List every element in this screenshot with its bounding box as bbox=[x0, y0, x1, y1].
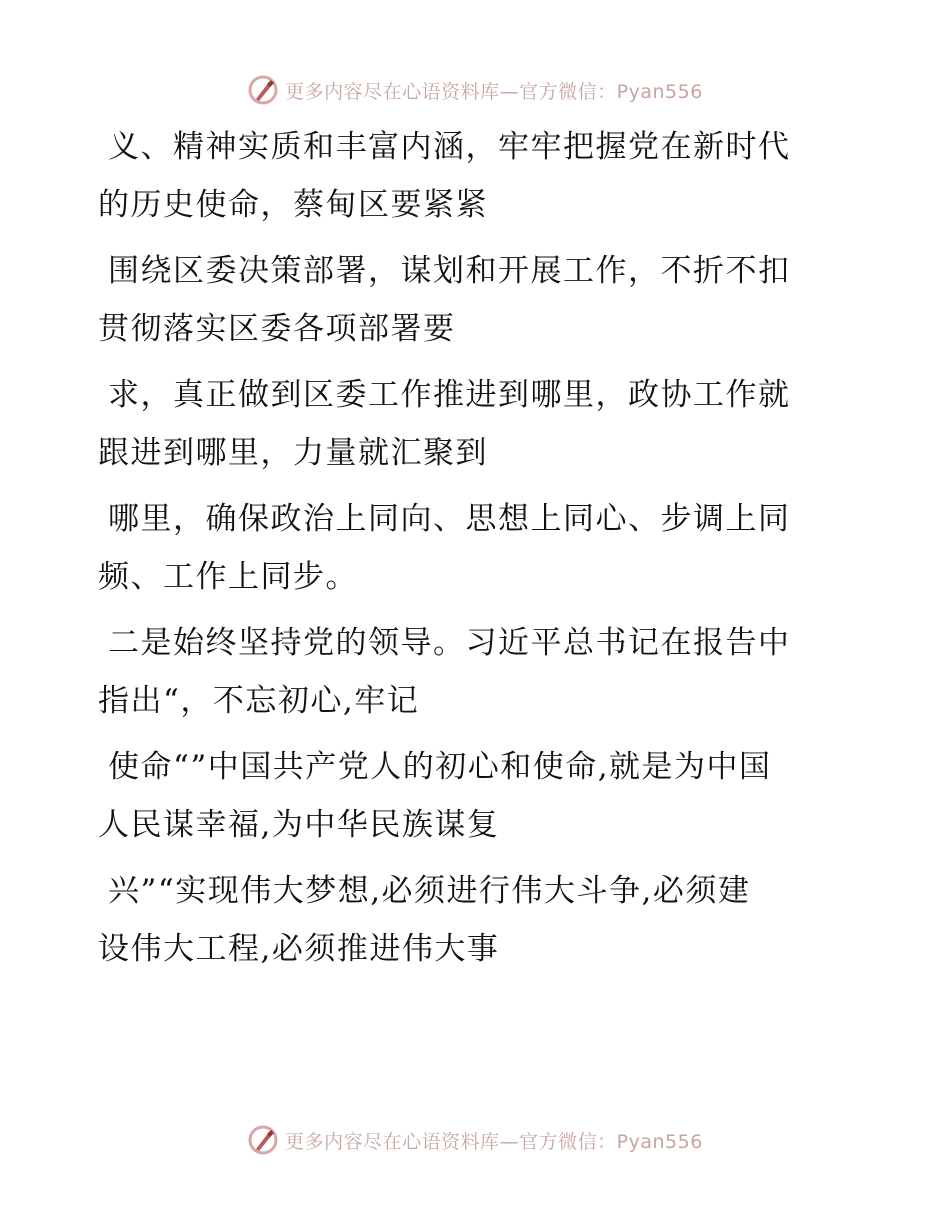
footer-watermark bbox=[0, 1120, 950, 1160]
text-line: 频、工作上同步。 bbox=[98, 559, 358, 595]
paragraph bbox=[98, 366, 858, 482]
paragraph bbox=[98, 614, 858, 730]
text-line: 兴”“实现伟大梦想,必须进行伟大斗争,必须建 bbox=[108, 873, 751, 909]
text-line: 哪里，确保政治上同向、思想上同心、步调上同 bbox=[108, 501, 791, 537]
text-line: 二是始终坚持党的领导。习近平总书记在报告中 bbox=[108, 625, 791, 661]
paragraph bbox=[98, 862, 858, 978]
text-line: 求，真正做到区委工作推进到哪里，政协工作就 bbox=[108, 377, 791, 413]
text-line: 的历史使命，蔡甸区要紧紧 bbox=[98, 187, 488, 223]
text-line: 围绕区委决策部署，谋划和开展工作，不折不扣 bbox=[108, 253, 791, 289]
header-watermark bbox=[0, 70, 950, 110]
text-line: 使命“”中国共产党人的初心和使命,就是为中国 bbox=[108, 749, 772, 785]
pen-nib-logo-icon bbox=[247, 74, 279, 106]
text-line: 指出“，不忘初心,牢记 bbox=[98, 683, 420, 719]
text-line: 跟进到哪里，力量就汇聚到 bbox=[98, 435, 488, 471]
paragraph bbox=[98, 738, 858, 854]
text-line: 设伟大工程,必须推进伟大事 bbox=[98, 931, 500, 967]
text-line: 义、精神实质和丰富内涵，牢牢把握党在新时代 bbox=[108, 129, 791, 165]
watermark-text: 更多内容尽在心语资料库—官方微信：Pyan556 bbox=[285, 1130, 703, 1153]
paragraph bbox=[98, 490, 858, 606]
paragraph bbox=[98, 118, 858, 234]
text-line: 人民谋幸福,为中华民族谋复 bbox=[98, 807, 500, 843]
watermark-text: 更多内容尽在心语资料库—官方微信：Pyan556 bbox=[285, 80, 703, 103]
pen-nib-logo-icon bbox=[247, 1124, 279, 1156]
text-line: 贯彻落实区委各项部署要 bbox=[98, 311, 456, 347]
paragraph bbox=[98, 242, 858, 358]
document-body bbox=[98, 118, 858, 986]
